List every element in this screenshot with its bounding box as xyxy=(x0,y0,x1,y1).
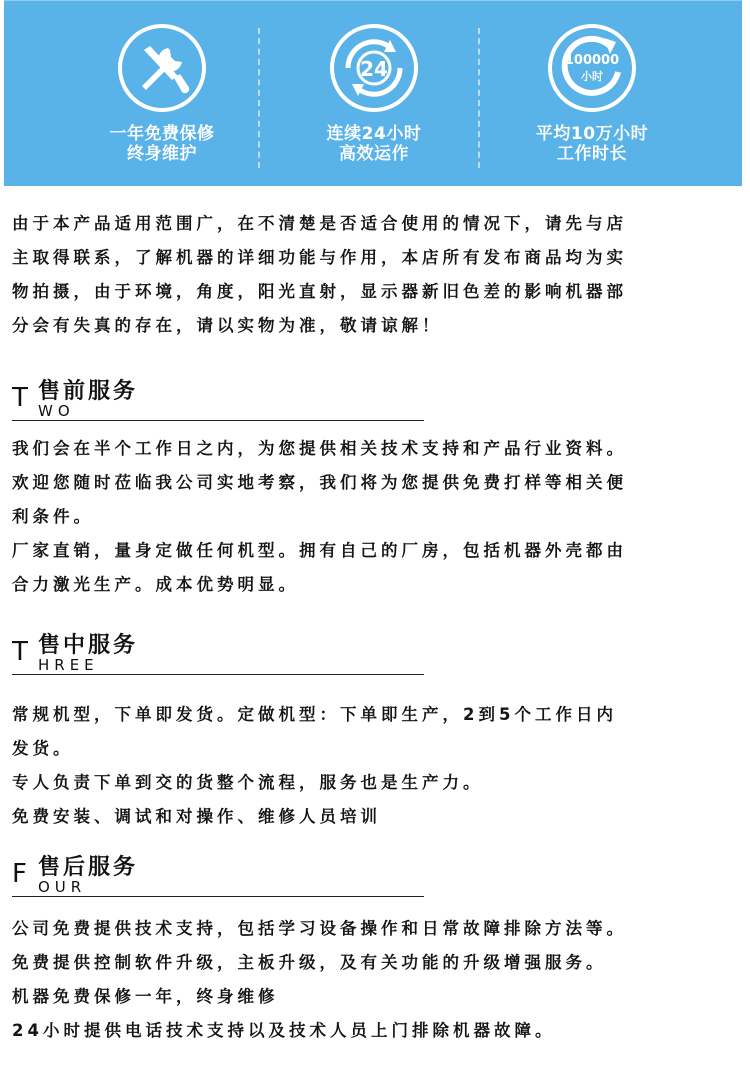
section-rule xyxy=(12,674,424,675)
feature-100k-hours xyxy=(492,18,692,178)
section-header-insales xyxy=(12,628,432,678)
intro-line: 分会有失真的存在，请以实物为准，敬请谅解！ xyxy=(12,316,443,335)
insales-line: 专人负责下单到交的货整个流程，服务也是生产力。 xyxy=(12,773,484,792)
feature-warranty-line2: 终身维护 xyxy=(127,144,197,164)
section-subtitle: WO xyxy=(38,402,75,420)
feature-24h-line2: 高效运作 xyxy=(339,144,409,164)
section-title: 售前服务 xyxy=(38,379,139,404)
section-letter: T xyxy=(12,637,28,667)
24-hour-clock-icon xyxy=(330,24,418,112)
clock-badge-text: 24 xyxy=(360,57,388,81)
banner-divider xyxy=(258,28,260,168)
banner-top-line xyxy=(4,0,742,1)
intro-line: 主取得联系，了解机器的详细功能与作用，本店所有发布商品均为实 xyxy=(12,248,627,267)
feature-100k-line2: 工作时长 xyxy=(557,144,627,164)
feature-24h xyxy=(274,18,474,178)
presales-line: 利条件。 xyxy=(12,507,94,526)
presales-line: 合力激光生产。成本优势明显。 xyxy=(12,575,299,594)
presales-line: 欢迎您随时莅临我公司实地考察，我们将为您提供免费打样等相关便 xyxy=(12,473,627,492)
insales-line: 发货。 xyxy=(12,739,74,758)
aftersales-line: 公司免费提供技术支持，包括学习设备操作和日常故障排除方法等。 xyxy=(12,919,627,938)
aftersales-line: 24小时提供电话技术支持以及技术人员上门排除机器故障。 xyxy=(12,1021,556,1040)
100000-hours-icon xyxy=(548,24,636,112)
aftersales-line: 免费提供控制软件升级，主板升级，及有关功能的升级增强服务。 xyxy=(12,953,607,972)
section-rule xyxy=(12,896,424,897)
insales-line: 免费安装、调试和对操作、维修人员培训 xyxy=(12,807,381,826)
section-title: 售后服务 xyxy=(38,855,139,880)
intro-line: 由于本产品适用范围广，在不清楚是否适合使用的情况下，请先与店 xyxy=(12,214,627,233)
section-title: 售中服务 xyxy=(38,633,139,658)
banner-divider xyxy=(478,28,480,168)
presales-line: 我们会在半个工作日之内，为您提供相关技术支持和产品行业资料。 xyxy=(12,439,627,458)
section-header-presales xyxy=(12,374,432,424)
section-letter: F xyxy=(12,859,27,889)
section-rule xyxy=(12,420,424,421)
hours-badge-unit: 小时 xyxy=(581,70,603,83)
aftersales-line: 机器免费保修一年，终身维修 xyxy=(12,987,279,1006)
feature-warranty-line1: 一年免费保修 xyxy=(109,124,215,144)
section-letter: T xyxy=(12,383,28,413)
wrench-screwdriver-icon xyxy=(118,24,206,112)
presales-line: 厂家直销，量身定做任何机型。拥有自己的厂房，包括机器外壳都由 xyxy=(12,541,627,560)
intro-line: 物拍摄，由于环境，角度，阳光直射，显示器新旧色差的影响机器部 xyxy=(12,282,627,301)
insales-line: 常规机型，下单即发货。定做机型：下单即生产，2到5个工作日内 xyxy=(12,705,617,724)
feature-24h-line1: 连续24小时 xyxy=(326,124,422,144)
feature-warranty xyxy=(62,18,262,178)
section-subtitle: OUR xyxy=(38,878,87,896)
hours-badge-number: 100000 xyxy=(564,53,620,68)
feature-100k-line1: 平均10万小时 xyxy=(535,124,649,144)
service-banner xyxy=(4,0,742,186)
section-subtitle: HREE xyxy=(38,656,99,674)
section-header-aftersales xyxy=(12,850,432,900)
